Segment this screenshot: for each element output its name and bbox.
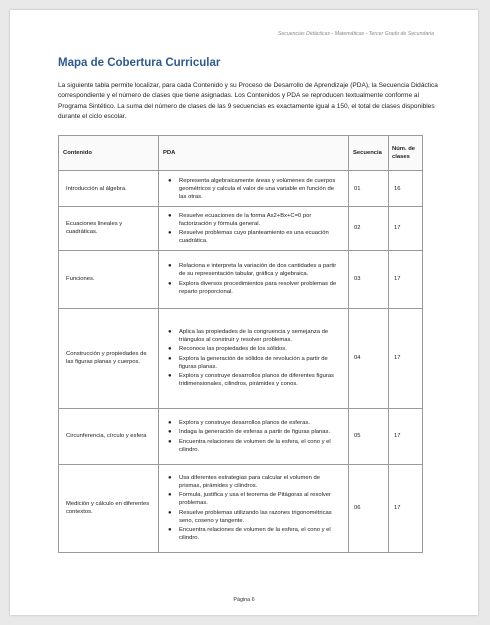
cell-secuencia: 02 [349, 207, 389, 251]
pda-item [164, 438, 342, 454]
cell-secuencia: 03 [349, 250, 389, 308]
pda-item [164, 491, 342, 507]
bullet-icon: ● [168, 373, 172, 380]
pda-list [164, 419, 342, 454]
pda-item [164, 229, 342, 245]
pda-text: Relaciona e interpreta la variación de dos cantidades a partir de su representación tabular, gráfica y algebraica. [179, 263, 337, 278]
cell-num-clases: 17 [389, 308, 423, 408]
cell-pda [159, 207, 349, 251]
pda-text: Encuentra relaciones de volumen de la esfera, el cono y el cilindro. [179, 438, 331, 453]
table-header-row [59, 136, 423, 171]
cell-num-clases: 17 [389, 464, 423, 552]
pda-text: Explora y construye desarrollos planos de diferentes figuras tridimensionales, cilindros, pirámides y conos. [179, 373, 334, 388]
bullet-icon: ● [168, 177, 172, 184]
cell-num-clases: 17 [389, 207, 423, 251]
table-row [59, 171, 423, 207]
section-title: Mapa de Cobertura Curricular [58, 57, 221, 69]
pda-item [164, 177, 342, 201]
bullet-icon: ● [168, 474, 172, 481]
header-num-clases: Núm. de clases [389, 136, 423, 171]
pda-item [164, 419, 342, 427]
document-page [10, 10, 478, 615]
pda-item [164, 212, 342, 228]
cell-pda [159, 308, 349, 408]
pda-text: Representa algebraicamente áreas y volúmenes de cuerpos geométricos y calcula el valor de una variable en función de las otras. [179, 177, 336, 200]
cell-contenido: Medición y cálculo en diferentes contextos. [59, 464, 159, 552]
cell-num-clases: 17 [389, 250, 423, 308]
cell-contenido: Ecuaciones lineales y cuadráticas. [59, 207, 159, 251]
cell-num-clases: 16 [389, 171, 423, 207]
bullet-icon: ● [168, 492, 172, 499]
pda-text: Explora la generación de sólidos de revolución a partir de figuras planas. [179, 355, 328, 370]
pda-item [164, 474, 342, 490]
cell-secuencia: 06 [349, 464, 389, 552]
pda-item [164, 509, 342, 525]
table-row [59, 250, 423, 308]
pda-text: Reconoce las propiedades de los sólidos. [179, 346, 287, 353]
cell-contenido: Construcción y propiedades de las figuras planas y cuerpos. [59, 308, 159, 408]
bullet-icon: ● [168, 230, 172, 236]
bullet-icon: ● [168, 419, 172, 426]
pda-list [164, 328, 342, 389]
bullet-icon: ● [168, 355, 172, 362]
cell-secuencia: 01 [349, 171, 389, 207]
pda-text: Usa diferentes estrategias para calcular el volumen de prismas, pirámides y cilindros. [179, 474, 320, 489]
intro-paragraph: La siguiente tabla permite localizar, para cada Contenido y su Proceso de Desarrollo de Aprendizaje (PDA), la Secuencia Didáctica correspondiente y el número de clases que tiene asignadas. Los Contenidos y PDA se reproducen textualmente conforme al Programa Sintético. La suma del número de clases de las 9 secuencias es exactamente igual a 150, el total de clases disponibles durante el ciclo escolar. [58, 82, 438, 121]
header-contenido: Contenido [59, 136, 159, 171]
coverage-table [58, 135, 423, 553]
pda-item [164, 328, 342, 344]
page-number: Página 6 [233, 597, 255, 603]
table-row [59, 308, 423, 408]
cell-pda [159, 171, 349, 207]
table-row [59, 408, 423, 464]
pda-text: Indaga la generación de esferas a partir de figuras planas. [179, 429, 331, 435]
bullet-icon: ● [168, 328, 172, 335]
cell-contenido: Introducción al álgebra. [59, 171, 159, 207]
cell-secuencia: 04 [349, 308, 389, 408]
header-secuencia: Secuencia [349, 136, 389, 171]
cell-contenido: Circunferencia, círculo y esfera [59, 408, 159, 464]
bullet-icon: ● [168, 212, 172, 219]
cell-contenido: Funciones. [59, 250, 159, 308]
table-body [59, 171, 423, 553]
pda-text: Explora diversos procedimientos para resolver problemas de reparto proporcional. [179, 280, 337, 295]
cell-secuencia: 05 [349, 408, 389, 464]
pda-text: Aplica las propiedades de la congruencia y semejanza de triángulos al construir y resolver problemas. [179, 328, 329, 343]
bullet-icon: ● [168, 280, 172, 287]
pda-text: Resuelve problemas utilizando las razones trigonométricas seno, coseno y tangente. [179, 509, 332, 524]
bullet-icon: ● [168, 429, 172, 435]
pda-item [164, 526, 342, 542]
header-pda: PDA [159, 136, 349, 171]
pda-list [164, 177, 342, 201]
pda-item [164, 428, 342, 436]
cell-pda [159, 250, 349, 308]
cell-num-clases: 17 [389, 408, 423, 464]
table-row [59, 207, 423, 251]
pda-item [164, 355, 342, 371]
pda-text: Resuelve ecuaciones de la forma Ax2+Bx+C=0 por factorización y fórmula general. [179, 212, 312, 227]
pda-text: Resuelve problemas cuyo planteamiento es una ecuación cuadrática. [179, 230, 329, 244]
bullet-icon: ● [168, 527, 172, 534]
running-header: Secuencias Didácticas - Matemáticas - Tercer Grado de Secundaria [277, 31, 434, 37]
cell-pda [159, 408, 349, 464]
table-row [59, 464, 423, 552]
pda-list [164, 262, 342, 296]
bullet-icon: ● [168, 263, 172, 270]
pda-text: Encuentra relaciones de volumen de la esfera, el cono y el cilindro. [179, 527, 331, 542]
pda-item [164, 262, 342, 278]
bullet-icon: ● [168, 438, 172, 445]
pda-list [164, 212, 342, 246]
cell-pda [159, 464, 349, 552]
bullet-icon: ● [168, 346, 172, 353]
bullet-icon: ● [168, 509, 172, 516]
pda-item [164, 345, 342, 353]
pda-list [164, 474, 342, 543]
pda-text: Explora y construye desarrollos planos de esferas. [179, 419, 310, 426]
pda-item [164, 280, 342, 296]
pda-text: Formula, justifica y usa el teorema de Pitágoras al resolver problemas. [179, 492, 332, 507]
pda-item [164, 372, 342, 388]
